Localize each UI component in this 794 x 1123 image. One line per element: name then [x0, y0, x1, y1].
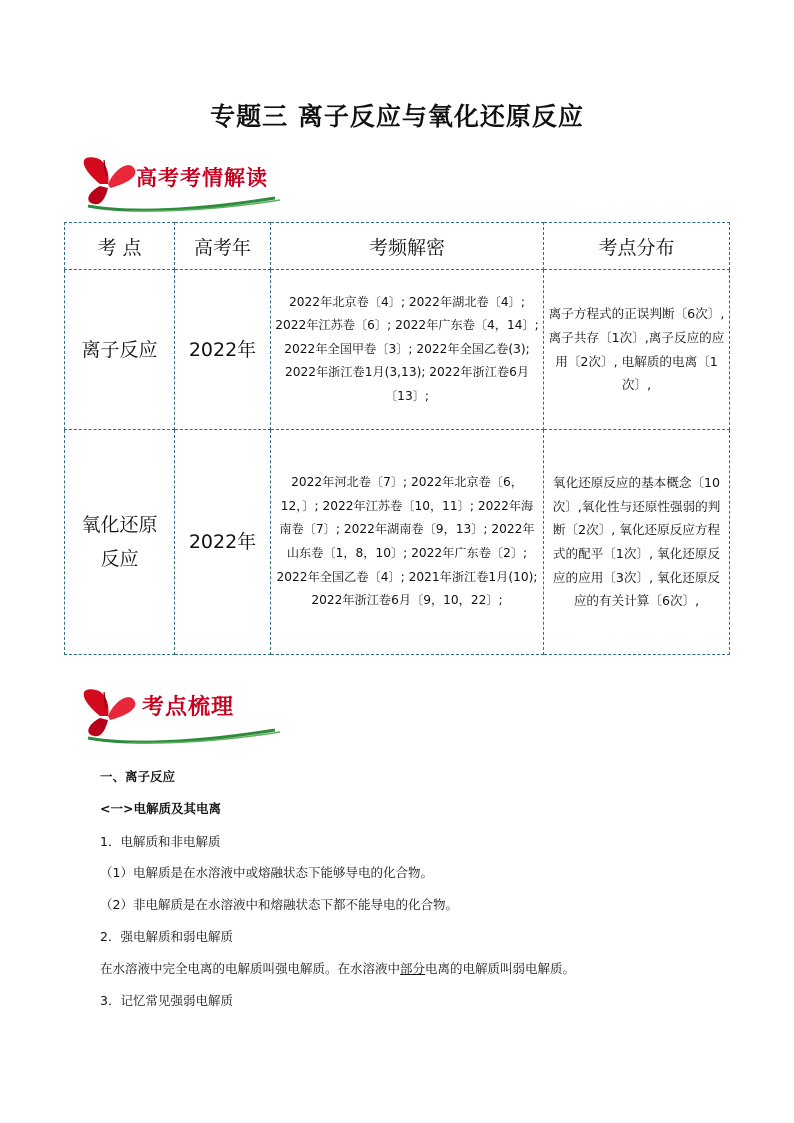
- heading-ionic-reaction: 一、离子反应: [100, 769, 176, 784]
- underlined-text: 部分: [400, 961, 426, 976]
- page-title: 专题三 离子反应与氧化还原反应: [210, 102, 584, 131]
- subheading-electrolyte: <一>电解质及其电离: [100, 801, 221, 816]
- exam-analysis-table: [64, 222, 730, 655]
- cell-topic: 氧化还原反应: [65, 430, 175, 655]
- paragraph: 1．电解质和非电解质: [100, 834, 221, 849]
- table-row: [65, 430, 730, 655]
- cell-frequency: 2022年北京卷〔4〕; 2022年湖北卷〔4〕; 2022年江苏卷〔6〕; 2022年广东卷〔4，14〕; 2022年全国甲卷〔3〕; 2022年全国乙卷(3); 2022年浙江卷1月(3,13); 2022年浙江卷6月〔13〕;: [271, 270, 544, 430]
- section-banner-analysis: [70, 148, 290, 218]
- header-year: 高考年: [175, 223, 271, 270]
- paragraph: [100, 961, 575, 977]
- cell-distribution: 离子方程式的正误判断〔6次〕,离子共存〔1次〕,离子反应的应用〔2次〕, 电解质的电离〔1次〕,: [544, 270, 730, 430]
- paragraph: （1）电解质是在水溶液中或熔融状态下能够导电的化合物。: [100, 865, 433, 880]
- cell-year: 2022年: [175, 270, 271, 430]
- paragraph: 2．强电解质和弱电解质: [100, 929, 233, 944]
- text-segment: 在水溶液中完全电离的电解质叫强电解质。在水溶液中: [100, 961, 401, 976]
- cell-frequency: 2022年河北卷〔7〕; 2022年北京卷〔6，12，〕; 2022年江苏卷〔10，11〕; 2022年海南卷〔7〕; 2022年湖南卷〔9，13〕; 2022年山东卷〔1，8，10〕; 2022年广东卷〔2〕; 2022年全国乙卷〔4〕; 2021年浙江卷1月(10); 2022年浙江卷6月〔9，10，22〕;: [271, 430, 544, 655]
- header-distribution: 考点分布: [544, 223, 730, 270]
- header-topic: 考 点: [65, 223, 175, 270]
- cell-year: 2022年: [175, 430, 271, 655]
- banner-title-review: 考点梳理: [142, 694, 235, 720]
- banner-title-analysis: 高考考情解读: [136, 165, 268, 190]
- cell-topic: 离子反应: [65, 270, 175, 430]
- section-banner-review: [70, 680, 290, 750]
- header-frequency: 考频解密: [271, 223, 544, 270]
- paragraph: （2）非电解质是在水溶液中和熔融状态下都不能导电的化合物。: [100, 897, 458, 912]
- table-row: [65, 270, 730, 430]
- cell-distribution: 氧化还原反应的基本概念〔10次〕,氧化性与还原性强弱的判断〔2次〕, 氧化还原反应方程式的配平〔1次〕, 氧化还原反应的应用〔3次〕, 氧化还原反应的有关计算〔6次〕,: [544, 430, 730, 655]
- table-header-row: [65, 223, 730, 270]
- paragraph: 3．记忆常见强弱电解质: [100, 993, 233, 1008]
- text-segment: 电离的电解质叫弱电解质。: [425, 961, 576, 976]
